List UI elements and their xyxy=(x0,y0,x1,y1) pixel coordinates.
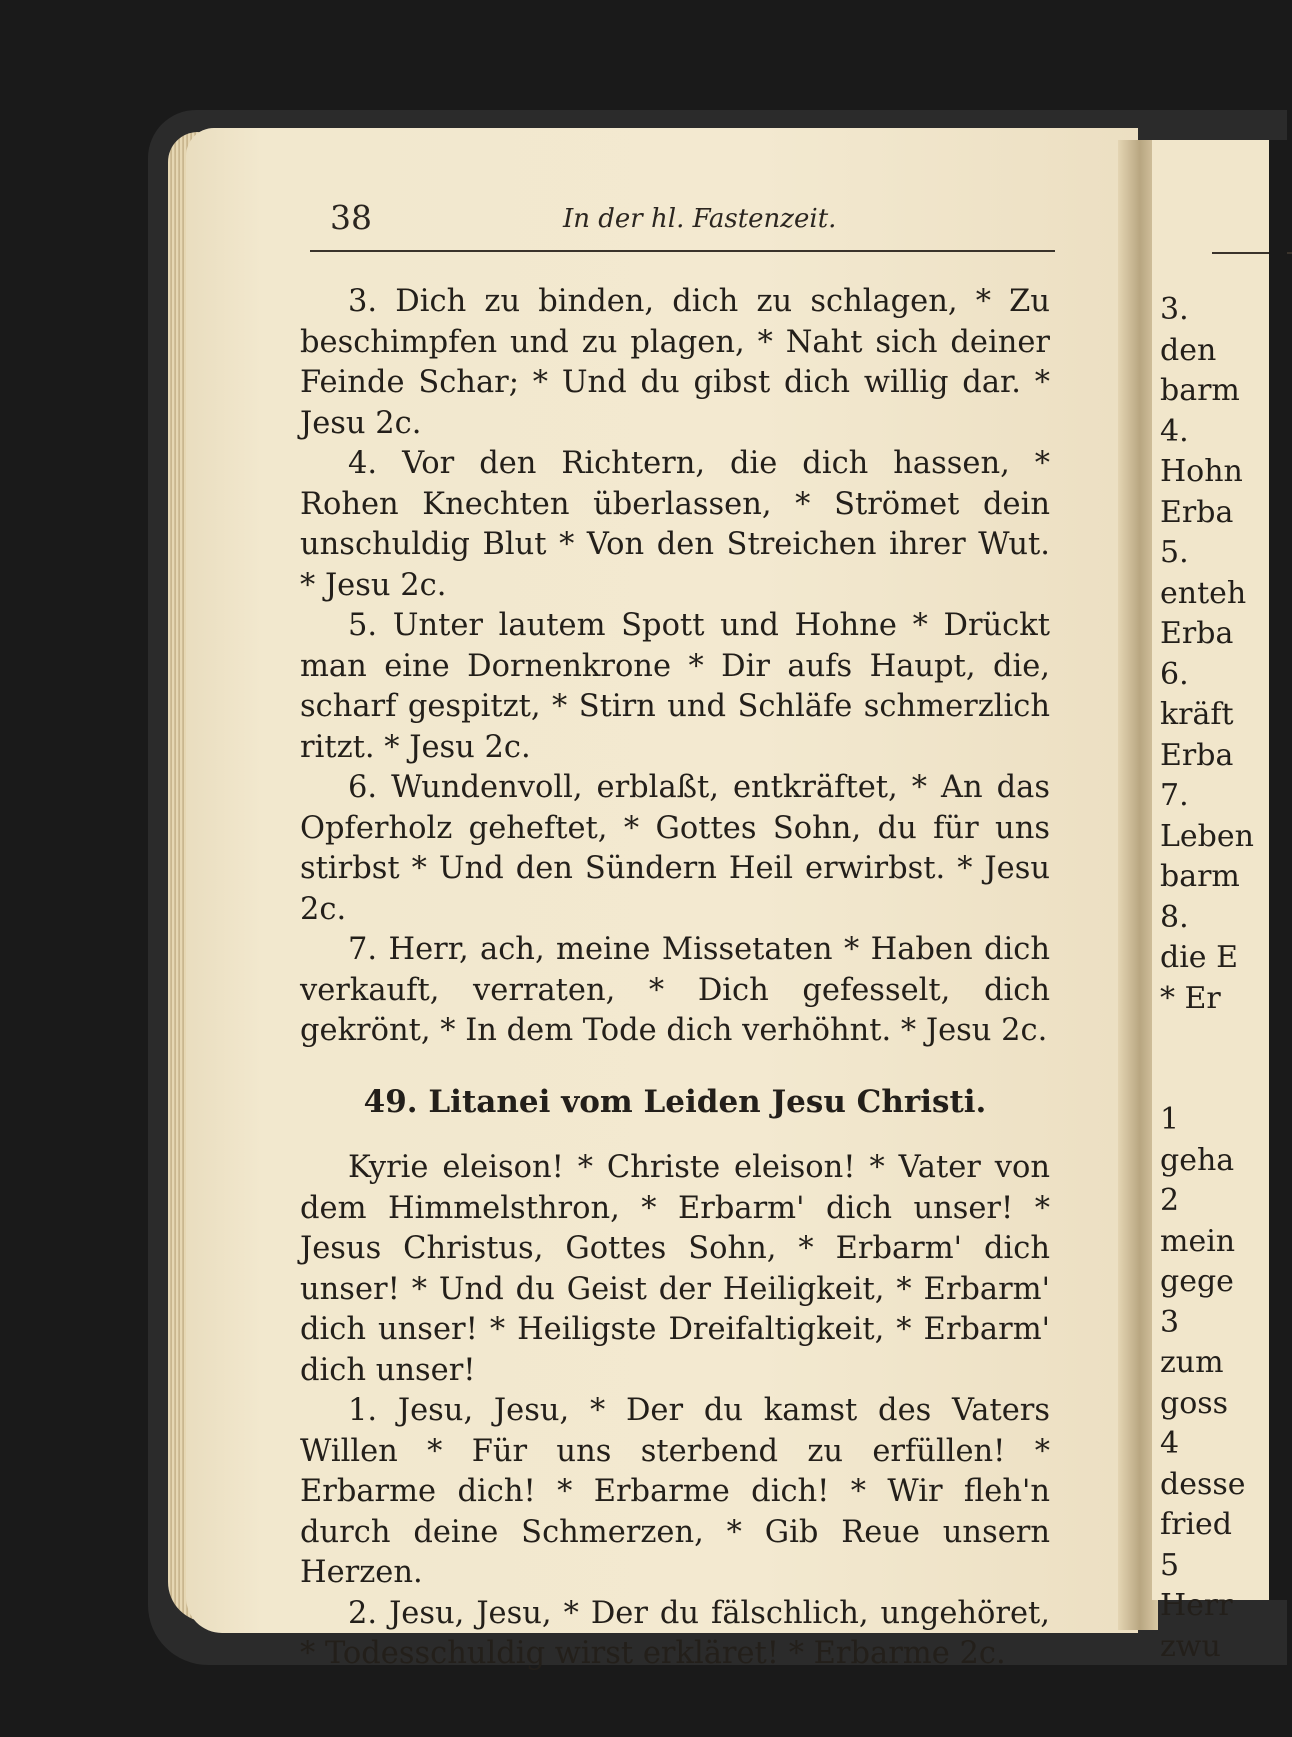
right-page-line: geha xyxy=(1160,1142,1235,1178)
right-page-line: Leben xyxy=(1160,818,1254,854)
right-page-line: * Er xyxy=(1160,980,1221,1016)
stanza-6: 6. Wundenvoll, erblaßt, entkräftet, * An das Opferholz geheftet, * Gottes Sohn, du für uns stirbst * Und den Sündern Heil erwirbst. * Jesu 2c. xyxy=(300,770,1050,927)
right-page-line: barm xyxy=(1160,373,1240,408)
page-body xyxy=(300,282,1050,1675)
right-page-line: 4 xyxy=(1160,1426,1180,1461)
stanza-7: 7. Herr, ach, meine Missetaten * Haben dich verkauft, verraten, * Dich gefesselt, dich gekrönt, * In dem Tode dich verhöhnt. * Jesu 2c. xyxy=(300,932,1050,1048)
right-page-text xyxy=(1160,290,1254,1667)
right-page-line: zwu xyxy=(1160,1628,1221,1664)
right-page-line: Hohn xyxy=(1160,454,1243,489)
right-page-line: die E xyxy=(1160,940,1238,975)
right-page-line: kräft xyxy=(1160,697,1234,732)
right-page-line xyxy=(1160,1019,1254,1060)
litany-intro: Kyrie eleison! * Christe eleison! * Vater von dem Himmelsthron, * Erbarm' dich unser! * Jesus Christus, Gottes Sohn, * Erbarm' dich unser! * Und du Geist der Heiligkeit, * Erbarm' dich unser! * Heiligste Dreifaltigkeit, * Erbarm' dich unser! xyxy=(300,1150,1050,1388)
right-page-line: Erba xyxy=(1160,737,1234,773)
page-number: 38 xyxy=(330,198,372,237)
right-page xyxy=(1152,140,1287,1664)
running-title: In der hl. Fastenzeit. xyxy=(563,204,837,234)
right-page-shadow xyxy=(1269,140,1287,1600)
page-header xyxy=(330,198,1050,242)
right-page-line: 7. xyxy=(1160,778,1189,813)
right-page-line: goss xyxy=(1160,1385,1229,1421)
litany-verse-2: 2. Jesu, Jesu, * Der du fälschlich, ungehöret, * Todesschuldig wirst erkläret! * Erbarme 2c. xyxy=(300,1595,1050,1671)
right-page-line: Erba xyxy=(1160,494,1234,530)
right-page-line: 8. xyxy=(1160,899,1189,935)
right-page-line xyxy=(1160,1060,1254,1101)
right-page-line: 6. xyxy=(1160,656,1189,692)
right-page-line: 3. xyxy=(1160,292,1189,327)
right-page-line: fried xyxy=(1160,1507,1232,1542)
right-page-line: 2 xyxy=(1160,1183,1180,1218)
right-page-line: enteh xyxy=(1160,575,1247,611)
right-page-line: barm xyxy=(1160,859,1240,894)
right-page-line: gege xyxy=(1160,1264,1234,1299)
right-page-line: 1 xyxy=(1160,1102,1180,1137)
right-page-line: mein xyxy=(1160,1223,1236,1259)
section-heading: 49. Litanei vom Leiden Jesu Christi. xyxy=(363,1083,987,1120)
right-page-line: Erba xyxy=(1160,616,1234,651)
right-page-line: 5 xyxy=(1160,1547,1180,1583)
litany-verse-1: 1. Jesu, Jesu, * Der du kamst des Vaters Willen * Für uns sterbend zu erfüllen! * Erbarme dich! * Erbarme dich! * Wir fleh'n durch deine Schmerzen, * Gib Reue unsern Herzen. xyxy=(300,1393,1050,1590)
stanza-3: 3. Dich zu binden, dich zu schlagen, * Zu beschimpfen und zu plagen, * Naht sich deiner Feinde Schar; * Und du gibst dich willig dar. * Jesu 2c. xyxy=(300,284,1050,441)
right-page-line: zum xyxy=(1160,1345,1224,1380)
right-page-line: 5. xyxy=(1160,535,1189,570)
stanza-4: 4. Vor den Richtern, die dich hassen, * Rohen Knechten überlassen, * Strömet dein unschuldig Blut * Von den Streichen ihrer Wut. * Jesu 2c. xyxy=(300,446,1050,603)
header-rule xyxy=(310,250,1055,252)
stanza-5: 5. Unter lautem Spott und Hohne * Drückt man eine Dornenkrone * Dir aufs Haupt, die, scharf gespitzt, * Stirn und Schläfe schmerzlich ritzt. * Jesu 2c. xyxy=(300,608,1050,765)
right-page-line: 4. xyxy=(1160,413,1189,449)
right-page-line: den xyxy=(1160,332,1217,368)
right-page-line: desse xyxy=(1160,1466,1246,1502)
right-page-line: Herr xyxy=(1160,1588,1233,1623)
right-page-line: 3 xyxy=(1160,1304,1180,1340)
